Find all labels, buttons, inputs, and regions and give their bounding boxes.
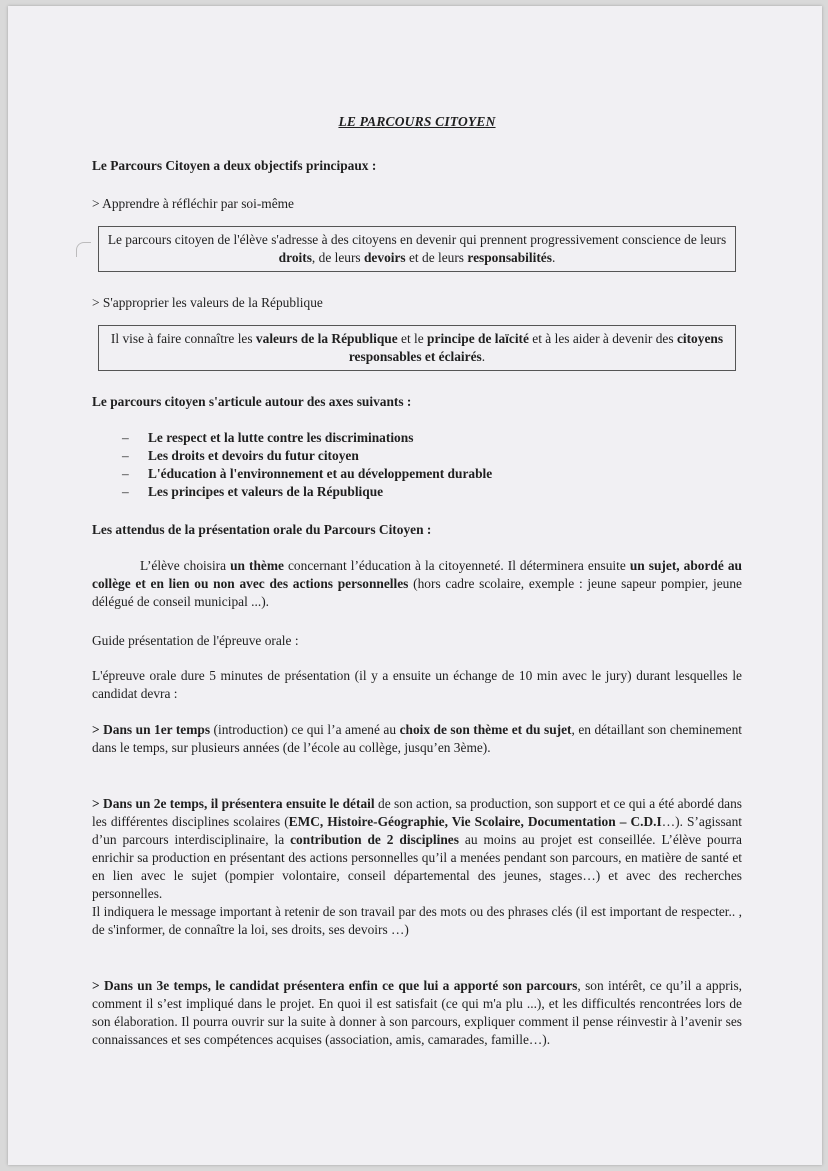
box-text: . xyxy=(551,250,556,265)
axis-item: – Le respect et la lutte contre les discriminations xyxy=(122,429,492,447)
document-title: LE PARCOURS CITOYEN xyxy=(338,114,496,129)
duration-text: L'épreuve orale dure 5 minutes de présentation (il y a ensuite un échange de 10 min avec le jury) durant lesquelles le candidat devra : xyxy=(92,668,742,701)
oral-paragraph xyxy=(92,557,742,611)
box-text: et à les aider à devenir des xyxy=(528,331,677,346)
objective-2-box xyxy=(98,325,736,371)
axes-heading: Le parcours citoyen s'articule autour des axes suivants : xyxy=(92,394,412,409)
text: (introduction) ce qui l’a amené au xyxy=(210,722,400,737)
box-bold-text: valeurs de la République xyxy=(255,331,398,346)
step-3-paragraph xyxy=(92,977,742,1049)
text: au moins au projet est conseillée. L’élève pourra enrichir sa production en présentant des actions personnelles qu’il a menées pendant son parcours, en matière de santé et en lien avec le sujet (pompier volontaire, conseil départemental des jeunes, stages…) et avec des recherches personnelles. xyxy=(92,832,742,901)
box-bold-text: devoirs xyxy=(363,250,406,265)
text: L’élève choisira xyxy=(140,558,231,573)
step-2-paragraph xyxy=(92,795,742,939)
box-bold-text: citoyens responsables et éclairés xyxy=(348,331,724,364)
bold-text: EMC, Histoire-Géographie, Vie Scolaire, Documentation – C.D.I xyxy=(288,814,662,829)
box-text: et le xyxy=(397,331,428,346)
bold-text: > Dans un 1er temps xyxy=(92,722,211,737)
box-text: . xyxy=(481,349,486,364)
bold-text: un sujet, abordé au collège et en lien ou non avec des actions personnelles xyxy=(92,558,742,591)
margin-mark xyxy=(76,242,91,257)
text: , en détaillant son cheminement dans le temps, sur plusieurs années (de l’école au collège, jusqu’en 3ème). xyxy=(92,722,742,755)
step-1-paragraph xyxy=(92,721,742,757)
box-bold-text: responsabilités xyxy=(467,250,552,265)
bold-text: choix de son thème et du sujet xyxy=(399,722,572,737)
box-bold-text: droits xyxy=(278,250,312,265)
document-page xyxy=(8,6,822,1165)
guide-label: Guide présentation de l'épreuve orale : xyxy=(92,633,299,648)
bold-text: un thème xyxy=(230,558,284,573)
text: , son intérêt, ce qu’il a appris, comment il s’est impliqué dans le projet. En quoi il est satisfait (ce qui m'a plu ...), et les difficultés rencontrées lors de son élaboration. Il pourra ouvrir sur la suite à donner à son parcours, expliquer comment il pense réinvestir à l’avenir ses connaissances et ses compétences acquises (association, amis, camarades, famille…). xyxy=(92,978,743,1047)
bold-text: > Dans un 3e temps, le candidat présentera enfin ce que lui a apporté son parcours xyxy=(92,978,578,993)
text: …). S’agissant d’un parcours interdisciplinaire, la xyxy=(92,814,743,847)
objective-1-box xyxy=(98,226,736,272)
box-bold-text: principe de laïcité xyxy=(427,331,529,346)
bold-text: contribution de 2 disciplines xyxy=(290,832,459,847)
box-text: et de leurs xyxy=(405,250,468,265)
intro-heading: Le Parcours Citoyen a deux objectifs principaux : xyxy=(92,158,377,173)
axes-list xyxy=(122,429,492,501)
oral-heading: Les attendus de la présentation orale du Parcours Citoyen : xyxy=(92,522,432,537)
objective-1-label: > Apprendre à réfléchir par soi-même xyxy=(92,196,294,211)
text: concernant l’éducation à la citoyenneté. Il déterminera ensuite xyxy=(283,558,630,573)
box-text: Le parcours citoyen de l'élève s'adresse à des citoyens en devenir qui prennent progressivement conscience de leurs xyxy=(107,232,727,247)
text: Il indiquera le message important à retenir de son travail par des mots ou des phrases clés (il est important de respecter.. , de s'informer, de connaître la loi, ses droits, ses devoirs …) xyxy=(92,904,742,937)
objective-2-label: > S'approprier les valeurs de la République xyxy=(92,295,323,310)
box-text: , de leurs xyxy=(311,250,364,265)
axis-item: – Les droits et devoirs du futur citoyen xyxy=(122,447,492,465)
axis-item: – L'éducation à l'environnement et au développement durable xyxy=(122,465,492,483)
bold-text: > Dans un 2e temps, il présentera ensuite le détail xyxy=(92,796,375,811)
axis-item: – Les principes et valeurs de la République xyxy=(122,483,492,501)
box-text: Il vise à faire connaître les xyxy=(110,331,256,346)
text: (hors cadre scolaire, exemple : jeune sapeur pompier, jeune délégué de conseil municipal ...). xyxy=(92,576,743,609)
text: de son action, sa production, son support et ce qui a été abordé dans les différentes disciplines scolaires ( xyxy=(92,796,743,829)
